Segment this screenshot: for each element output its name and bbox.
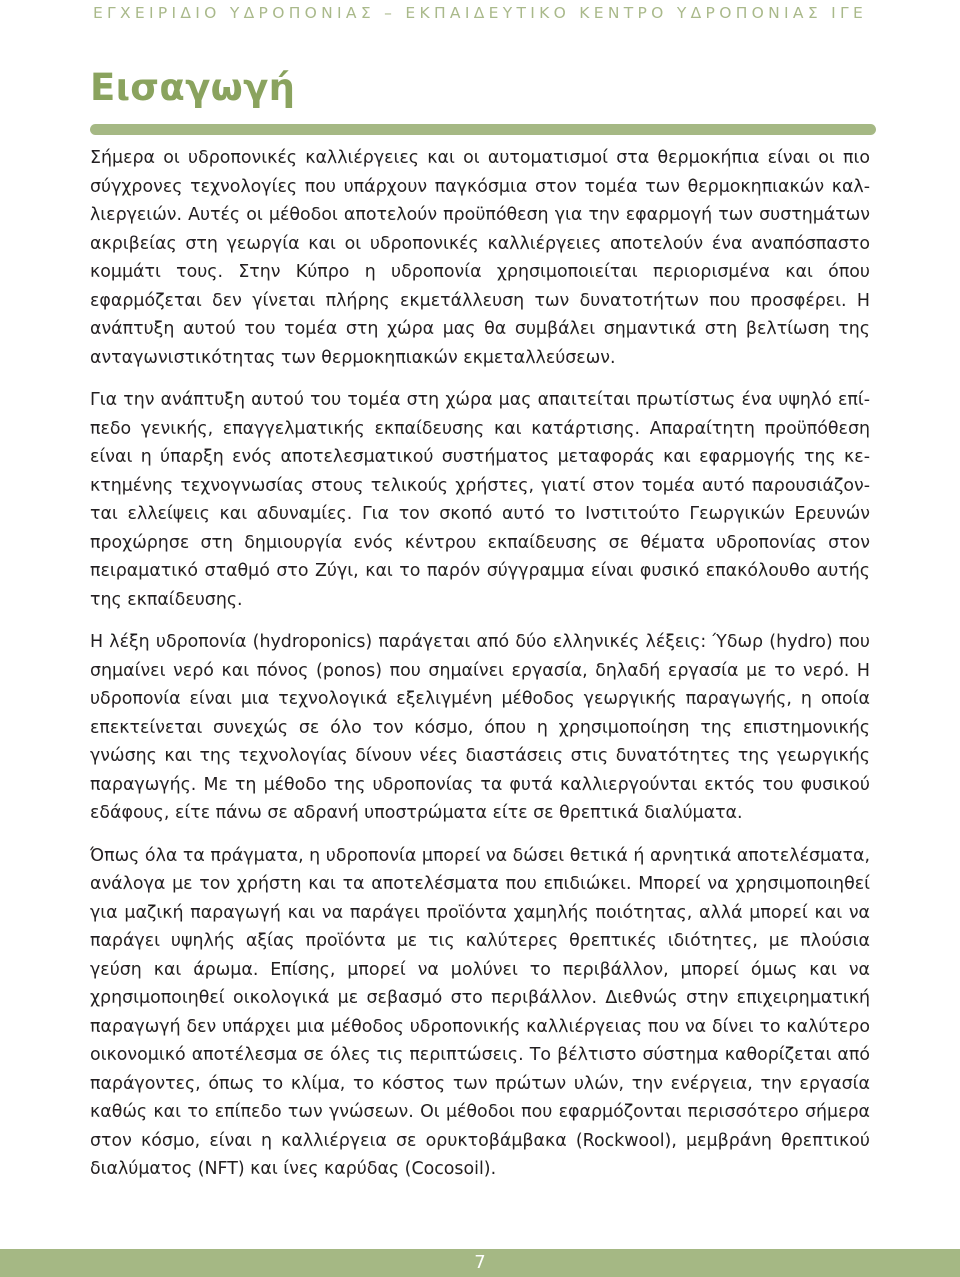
page-number: 7 (474, 1252, 486, 1273)
paragraph-methods: Όπως όλα τα πράγματα, η υδροπονία μπορεί να δώσει θετικά ή αρνητικά αποτελέσματα, ανάλογα με τον χρήστη και τα αποτελέσματα που επιδιώκει. Μπορεί να χρησιμοποιηθεί για μαζική παραγωγή και να παράγει προϊόντα χαμηλής ποιότητας, αλλά μπορεί και να παράγει υψηλής αξίας προϊόντα με τις καλύτερες θρεπτικές ιδιότητες, με πλούσια γεύση και άρωμα. Επίσης, μπορεί να μολύνει το περιβάλλον, μπορεί όμως και να χρησιμοποιηθεί οικολογικά με σεβασμό στο περιβάλλον. Διεθνώς στην επιχειρηματική παραγωγή δεν υπάρχει μια μέθοδος υδροπονικής καλλιέργειας που να δίνει το καλύτερο οικονομικό αποτέλεσμα σε όλες τις περιπτώσεις. Το βέλτιστο σύστημα καθορίζεται από παράγοντες, όπως το κλίμα, το κόστος των πρώτων υλών, την ενέργεια, την εργασία καθώς και το επίπεδο των γνώσεων. Οι μέθοδοι που εφαρμόζονται περισσότερο σήμερα στον κόσμο, είναι η καλλιέργεια σε ορυκτοβάμβακα (Rockwool), μεμβράνη θρεπτικού διαλύματος (NFT) και ίνες καρύδας (Cocosoil). (90, 845, 870, 1179)
title-underline-rule (90, 124, 876, 135)
paragraph-intro: Σήμερα οι υδροπονικές καλλιέργειες και οι αυτοματισμοί στα θερμοκήπια είναι οι πιο σύγχρονες τεχνολογίες που υπάρχουν παγκόσμια στον τομέα των θερμοκηπιακών καλλιεργειών. Αυτές οι μέθοδοι αποτελούν προϋπόθεση για την εφαρμογή των συστημάτων ακριβείας στη γεωργία και οι υδροπονικές καλλιέργειες αποτελούν ένα αναπόσπαστο κομμάτι τους. Στην Κύπρο η υδροπονία χρησιμοποιείται περιορισμένα και όπου εφαρμόζεται δεν γίνεται πλήρης εκμετάλλευση των δυνατοτήτων που προσφέρει. Η ανάπτυξη αυτού του τομέα στη χώρα μας θα συμβάλει σημαντικά στη βελτίωση της ανταγωνιστικότητας των θερμοκηπιακών εκμεταλλεύσεων. (90, 148, 870, 368)
chapter-title: Εισαγωγή (90, 66, 296, 109)
running-header: ΕΓΧΕΙΡΙΔΙΟ ΥΔΡΟΠΟΝΙΑΣ – ΕΚΠΑΙΔΕΥΤΙΚΟ ΚΕΝΤΡΟ ΥΔΡΟΠΟΝΙΑΣ ΙΓΕ (92, 4, 868, 22)
body-text (90, 144, 870, 1198)
paragraph-training: Για την ανάπτυξη αυτού του τομέα στη χώρα μας απαιτείται πρωτίστως ένα υψηλό επίπεδο γενικής, επαγγελματικής εκπαίδευσης και κατάρτισης. Απαραίτητη προϋπόθεση είναι η ύπαρξη ενός αποτελεσματικού συστήματος μεταφοράς και εφαρμογής της κεκτημένης τεχνογνωσίας στους τελικούς χρήστες, γιατί στον τομέα αυτό παρουσιάζονται ελλείψεις και αδυναμίες. Για τον σκοπό αυτό το Ινστιτούτο Γεωργικών Ερευνών προχώρησε στη δημιουργία ενός κέντρου εκπαίδευσης σε θέματα υδροπονίας στον πειραματικό σταθμό στο Ζύγι, και το παρόν σύγγραμμα είναι φυσικό επακόλουθο αυτής της εκπαίδευσης. (90, 390, 870, 610)
paragraph-definition: Η λέξη υδροπονία (hydroponics) παράγεται από δύο ελληνικές λέξεις: Ύδωρ (hydro) που σημαίνει νερό και πόνος (ponos) που σημαίνει εργασία, δηλαδή εργασία με το νερό. Η υδροπονία είναι μια τεχνολογικά εξελιγμένη μέθοδος γεωργικής παραγωγής, η οποία επεκτείνεται συνεχώς σε όλο τον κόσμο, όπου η χρησιμοποίηση της επιστημονικής γνώσης και της τεχνολογίας δίνουν νέες διαστάσεις στις δυνατότητες της γεωργικής παραγωγής. Με τη μέθοδο της υδροπονίας τα φυτά καλλιεργούνται εκτός του φυσικού εδάφους, είτε πάνω σε αδρανή υποστρώματα είτε σε θρεπτικά διαλύματα. (90, 632, 870, 823)
